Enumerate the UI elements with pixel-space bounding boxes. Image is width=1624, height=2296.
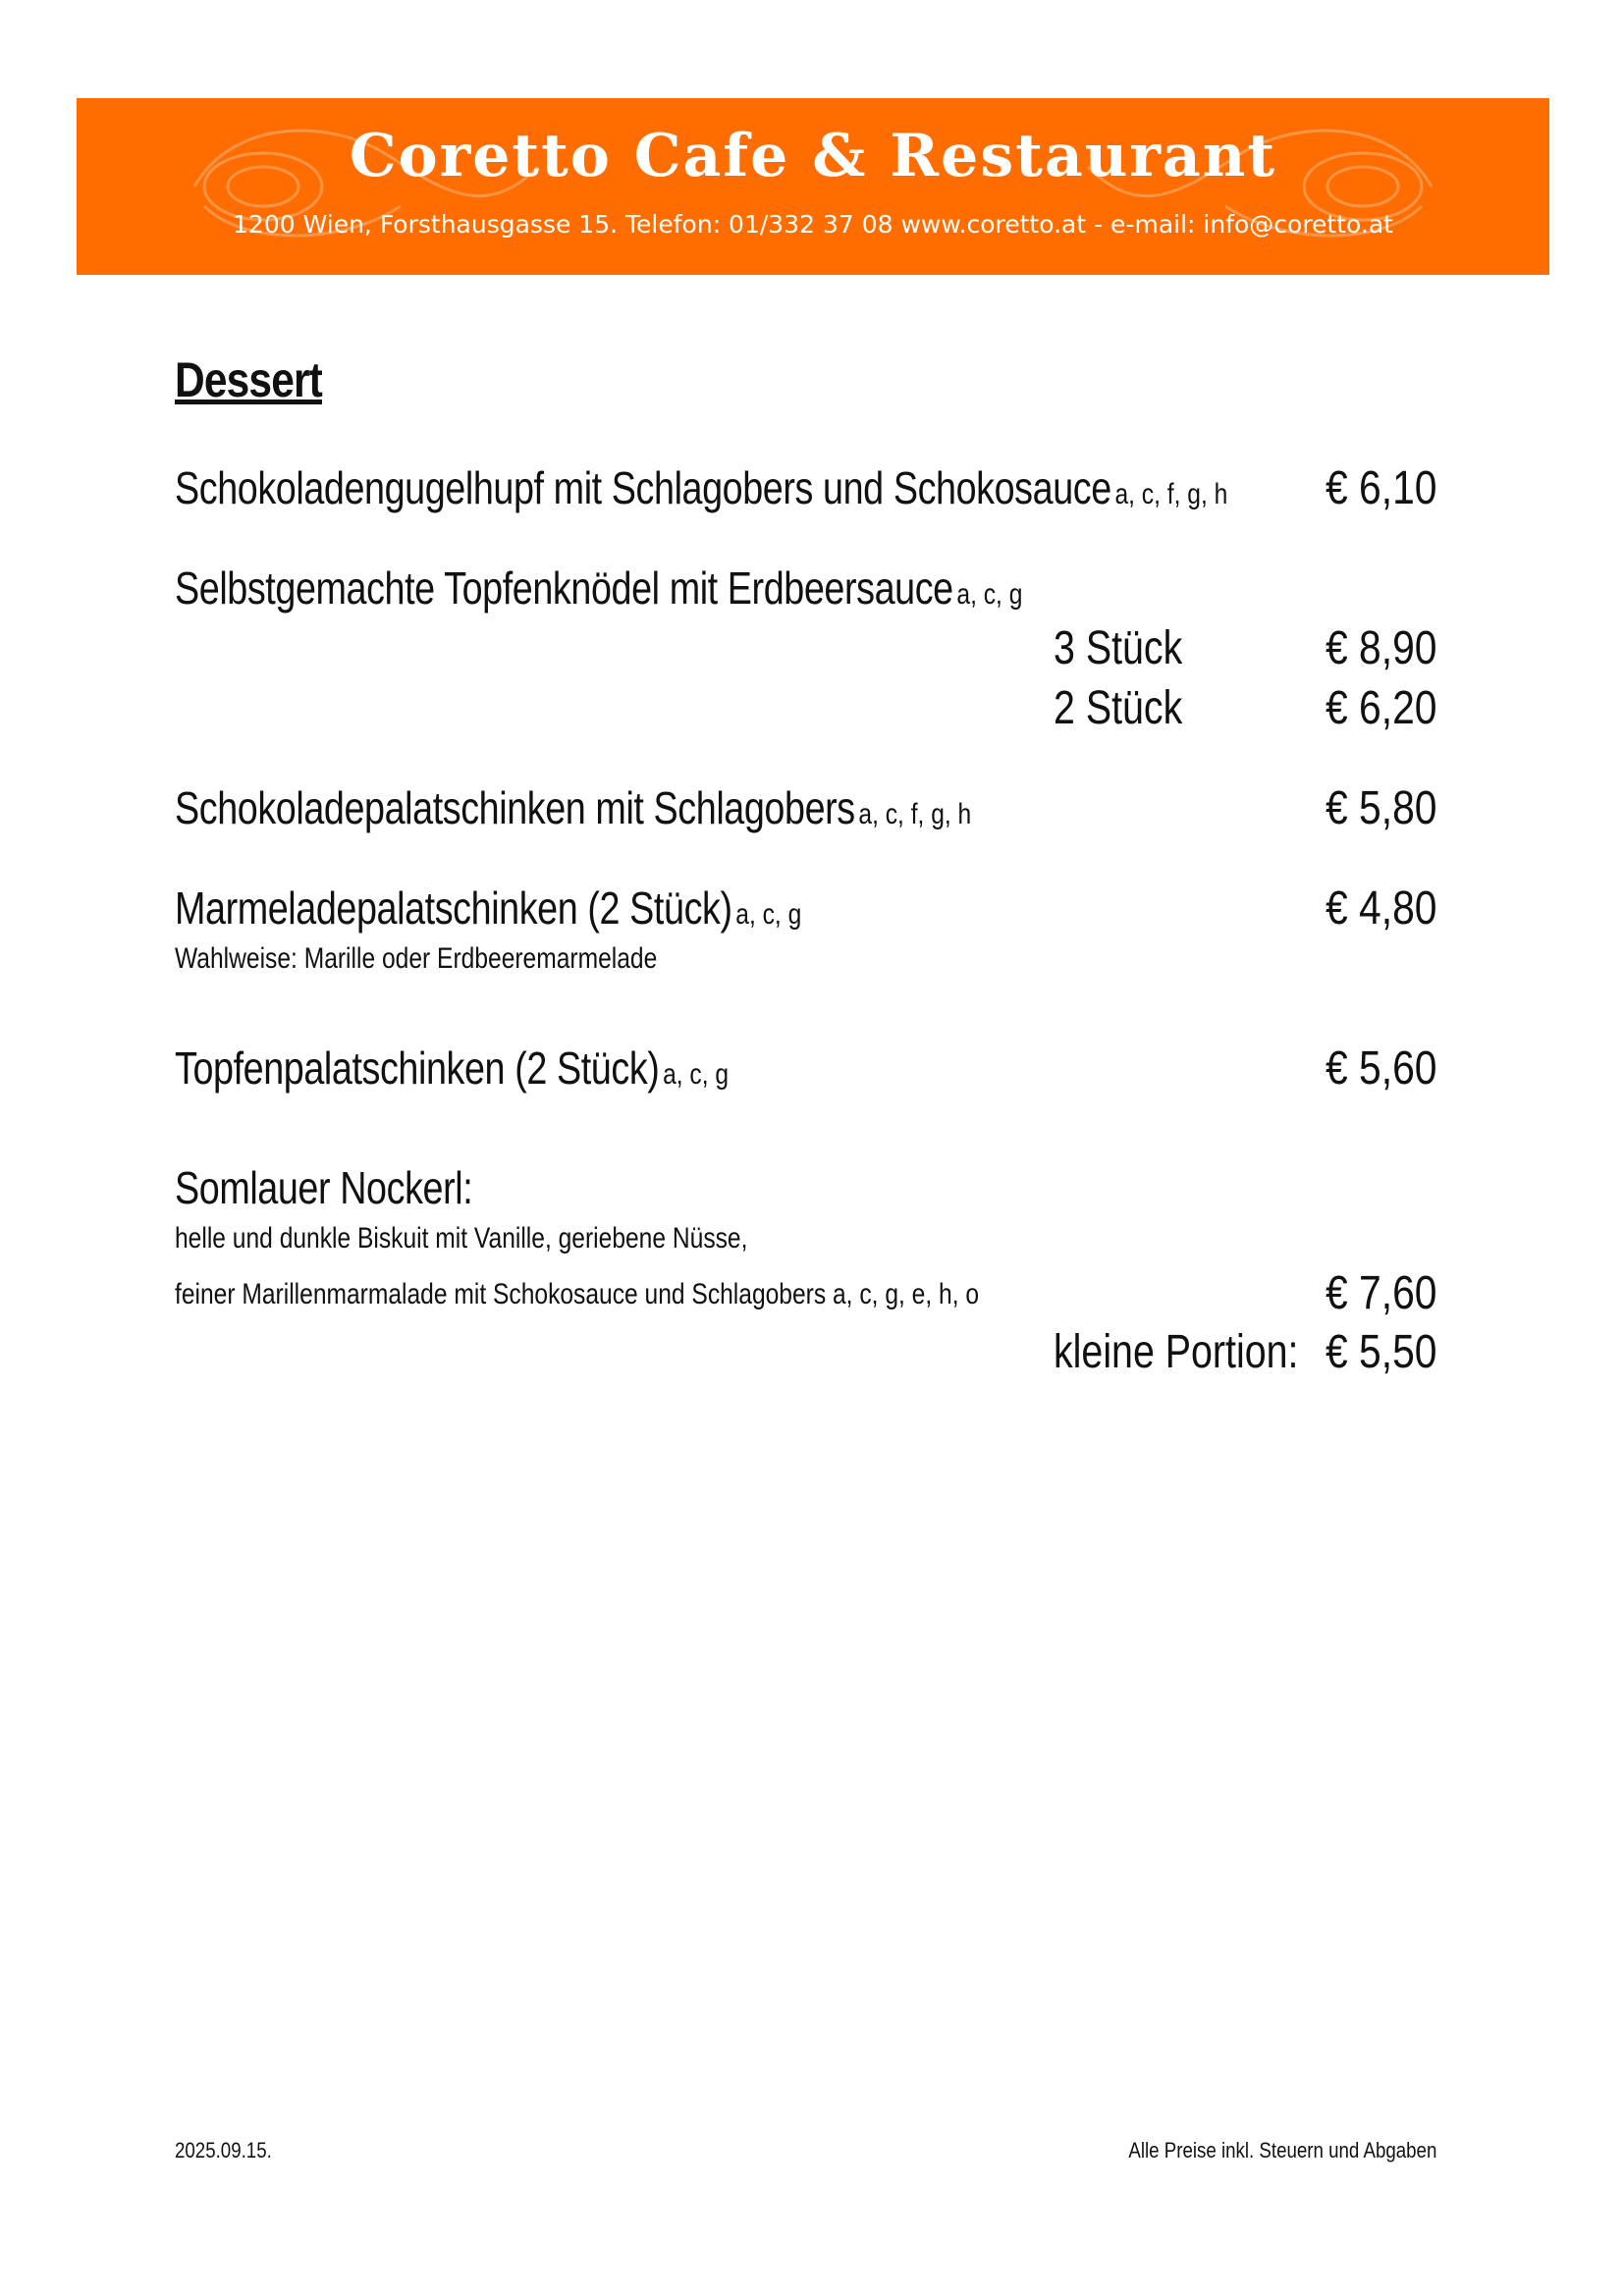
item-price: € 7,60 xyxy=(1325,1267,1436,1319)
menu-item xyxy=(175,561,1022,614)
item-price: € 4,80 xyxy=(1325,882,1436,934)
item-description: helle und dunkle Biskuit mit Vanille, geriebene Nüsse, xyxy=(175,1222,748,1255)
menu-item xyxy=(175,781,971,834)
footer-note: Alle Preise inkl. Steuern und Abgaben xyxy=(1128,2138,1436,2163)
header-banner xyxy=(77,98,1549,275)
item-allergens: a, c, f, g, h xyxy=(1114,478,1228,510)
item-allergens: a, c, g xyxy=(735,898,802,931)
item-name: Topfenpalatschinken (2 Stück) xyxy=(175,1042,660,1094)
item-allergens: a, c, g xyxy=(663,1058,730,1091)
small-portion-label: kleine Portion: xyxy=(1054,1326,1299,1378)
section-title: Dessert xyxy=(175,352,322,407)
item-name: Selbstgemachte Topfenknödel mit Erdbeersauce xyxy=(175,562,953,614)
variant-qty: 3 Stück xyxy=(1054,622,1183,674)
variant-price: € 8,90 xyxy=(1325,622,1436,674)
item-price: € 5,80 xyxy=(1325,782,1436,834)
item-price: € 5,60 xyxy=(1325,1042,1436,1095)
item-allergens: a, c, f, g, h xyxy=(858,798,972,830)
variant-price: € 6,20 xyxy=(1325,682,1436,734)
item-allergens: a, c, g xyxy=(956,578,1023,611)
item-name: Somlauer Nockerl: xyxy=(175,1162,473,1213)
menu-item xyxy=(175,1041,729,1095)
item-price: € 6,10 xyxy=(1325,462,1436,514)
restaurant-name: Coretto Cafe & Restaurant xyxy=(349,122,1277,190)
contact-info: 1200 Wien, Forsthausgasse 15. Telefon: 01/332 37 08 www.coretto.at - e-mail: info@coretto.at xyxy=(233,210,1393,239)
item-name: Schokoladepalatschinken mit Schlagobers xyxy=(175,782,855,833)
variant-qty: 2 Stück xyxy=(1054,682,1183,734)
item-name: Marmeladepalatschinken (2 Stück) xyxy=(175,882,732,934)
item-name: Schokoladengugelhupf mit Schlagobers und Schokosauce xyxy=(175,462,1111,513)
item-description: feiner Marillenmarmalade mit Schokosauce und Schlagobers a, c, g, e, h, o xyxy=(175,1278,980,1310)
menu-item xyxy=(175,881,801,934)
item-note: Wahlweise: Marille oder Erdbeeremarmelade xyxy=(175,942,658,975)
small-portion-price: € 5,50 xyxy=(1325,1326,1436,1378)
footer-date: 2025.09.15. xyxy=(175,2138,272,2163)
menu-item xyxy=(175,461,1227,514)
